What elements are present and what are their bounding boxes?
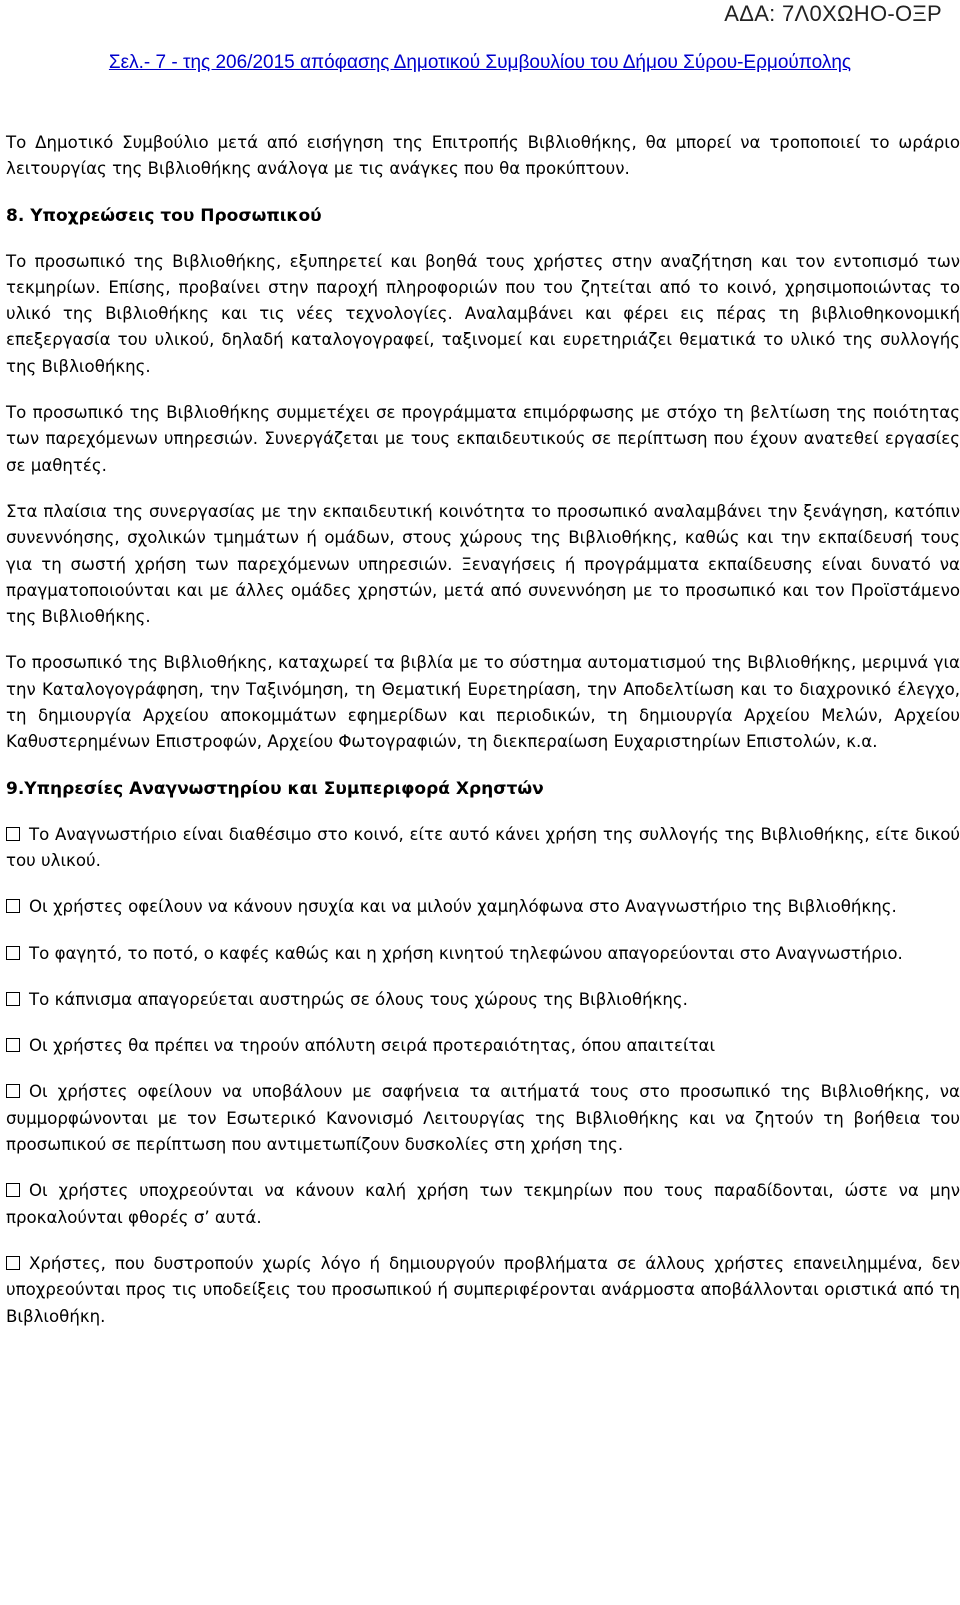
rule-text: Το φαγητό, το ποτό, ο καφές καθώς και η χρήση κινητού τηλεφώνου απαγορεύονται στο Αναγνωστήριο.	[29, 943, 903, 963]
ada-code: ΑΔΑ: 7Λ0ΧΩΗΟ-ΟΞΡ	[724, 1, 942, 26]
checkbox-square-icon	[6, 1256, 20, 1270]
checkbox-square-icon	[6, 1183, 20, 1197]
section-8-paragraph: Το προσωπικό της Βιβλιοθήκης συμμετέχει σε προγράμματα επιμόρφωσης με στόχο τη βελτίωση της ποιότητας των παρεχόμενων υπηρεσιών. Συνεργάζεται με τους εκπαιδευτικούς σε περίπτωση που έχουν ανατεθεί εργασίες σε μαθητές.	[6, 403, 960, 475]
checkbox-square-icon	[6, 992, 20, 1006]
section-8-paragraph: Το προσωπικό της Βιβλιοθήκης, εξυπηρετεί και βοηθά τους χρήστες στην αναζήτηση και τον εντοπισμό των τεκμηρίων. Επίσης, προβαίνει στην παροχή πληροφοριών που του ζητείται από το κοινό, χρησιμοποιώντας το υλικό της Βιβλιοθήκης και τις νέες τεχνολογίες. Αναλαμβάνει και φέρει εις πέρας τη βιβλιοθηκονομική επεξεργασία του υλικού, δηλαδή καταλογογραφεί, ταξινομεί και ευρετηριάζει θεματικά το υλικό της συλλογής της Βιβλιοθήκης.	[6, 251, 960, 376]
checkbox-square-icon	[6, 946, 20, 960]
checkbox-square-icon	[6, 827, 20, 841]
rule-item	[6, 941, 960, 967]
rule-text: Οι χρήστες θα πρέπει να τηρούν απόλυτη σειρά προτεραιότητας, όπου απαιτείται	[29, 1036, 716, 1056]
rule-text: Χρήστες, που δυστροπούν χωρίς λόγο ή δημιουργούν προβλήματα σε άλλους χρήστες επανειλημμένα, δεν υποχρεούνται προς τις υποδείξεις του προσωπικού ή συμπεριφέρονται ανάρμοστα αποβάλλονται οριστικά από τη Βιβλιοθήκη.	[6, 1253, 960, 1326]
checkbox-square-icon	[6, 1038, 20, 1052]
rule-item	[6, 1033, 960, 1059]
rule-item	[6, 987, 960, 1013]
section-8-paragraph: Στα πλαίσια της συνεργασίας με την εκπαιδευτική κοινότητα το προσωπικό αναλαμβάνει την ξενάγηση, κατόπιν συνεννόησης, σχολικών τμημάτων ή ομάδων, στους χώρους της Βιβλιοθήκης, καθώς και την εκπαίδευσή τους για τη σωστή χρήση των παρεχόμενων υπηρεσιών. Ξεναγήσεις ή προγράμματα εκπαίδευσης είναι δυνατό να πραγματοποιούνται και με άλλες ομάδες χρηστών, μετά από συνεννόηση με το προσωπικό και τον Προϊστάμενο της Βιβλιοθήκης.	[6, 501, 960, 627]
rule-text: Οι χρήστες οφείλουν να κάνουν ησυχία και να μιλούν χαμηλόφωνα στο Αναγνωστήριο της Βιβλιοθήκης.	[29, 897, 897, 917]
rule-item	[6, 1251, 960, 1330]
rule-text: Το Αναγνωστήριο είναι διαθέσιμο στο κοινό, είτε αυτό κάνει χρήση της συλλογής της Βιβλιοθήκης, είτε δικού του υλικού.	[6, 824, 960, 870]
section-9-heading: 9.Υπηρεσίες Αναγνωστηρίου και Συμπεριφορά Χρηστών	[6, 778, 544, 799]
rule-text: Το κάπνισμα απαγορεύεται αυστηρώς σε όλους τους χώρους της Βιβλιοθήκης.	[29, 989, 688, 1009]
section-8-paragraph: Το προσωπικό της Βιβλιοθήκης, καταχωρεί τα βιβλία με το σύστημα αυτοματισμού της Βιβλιοθήκης, μεριμνά για την Καταλογογράφηση, την Ταξινόμηση, τη Θεματική Ευρετηρίαση, την Αποδελτίωση και το διαχρονικό έλεγχο, τη δημιουργία Αρχείου αποκομμάτων εφημερίδων και περιοδικών, τη δημιουργία Αρχείου Μελών, Αρχείου Καθυστερημένων Επιστροφών, Αρχείου Φωτογραφιών, τη διεκπεραίωση Ευχαριστηρίων Επιστολών, κ.α.	[6, 653, 960, 752]
checkbox-square-icon	[6, 899, 20, 913]
rule-text: Οι χρήστες υποχρεούνται να κάνουν καλή χρήση των τεκμηρίων που τους παραδίδονται, ώστε να μην προκαλούνται φθορές σ’ αυτά.	[6, 1181, 960, 1227]
document-body	[6, 130, 960, 1350]
checkbox-square-icon	[6, 1084, 20, 1098]
rule-item	[6, 894, 960, 920]
rule-item	[6, 1079, 960, 1158]
rule-item	[6, 822, 960, 875]
page-header-link[interactable]: Σελ.- 7 - της 206/2015 απόφασης Δημοτικού Συμβουλίου του Δήμου Σύρου-Ερμούπολης	[108, 52, 852, 73]
rule-text: Οι χρήστες οφείλουν να υποβάλουν με σαφήνεια τα αιτήματά τους στο προσωπικό της Βιβλιοθήκης, να συμμορφώνονται με τον Εσωτερικό Κανονισμό Λειτουργίας της Βιβλιοθήκης και να ζητούν τη βοήθεια του προσωπικού σε περίπτωση που αντιμετωπίζουν δυσκολίες στη χρήση της.	[6, 1082, 960, 1155]
rule-item	[6, 1178, 960, 1231]
intro-paragraph: Το Δημοτικό Συμβούλιο μετά από εισήγηση της Επιτροπής Βιβλιοθήκης, θα μπορεί να τροποποιεί το ωράριο λειτουργίας της Βιβλιοθήκης ανάλογα με τις ανάγκες που θα προκύπτουν.	[6, 133, 960, 179]
section-8-heading: 8. Υποχρεώσεις του Προσωπικού	[6, 205, 322, 226]
